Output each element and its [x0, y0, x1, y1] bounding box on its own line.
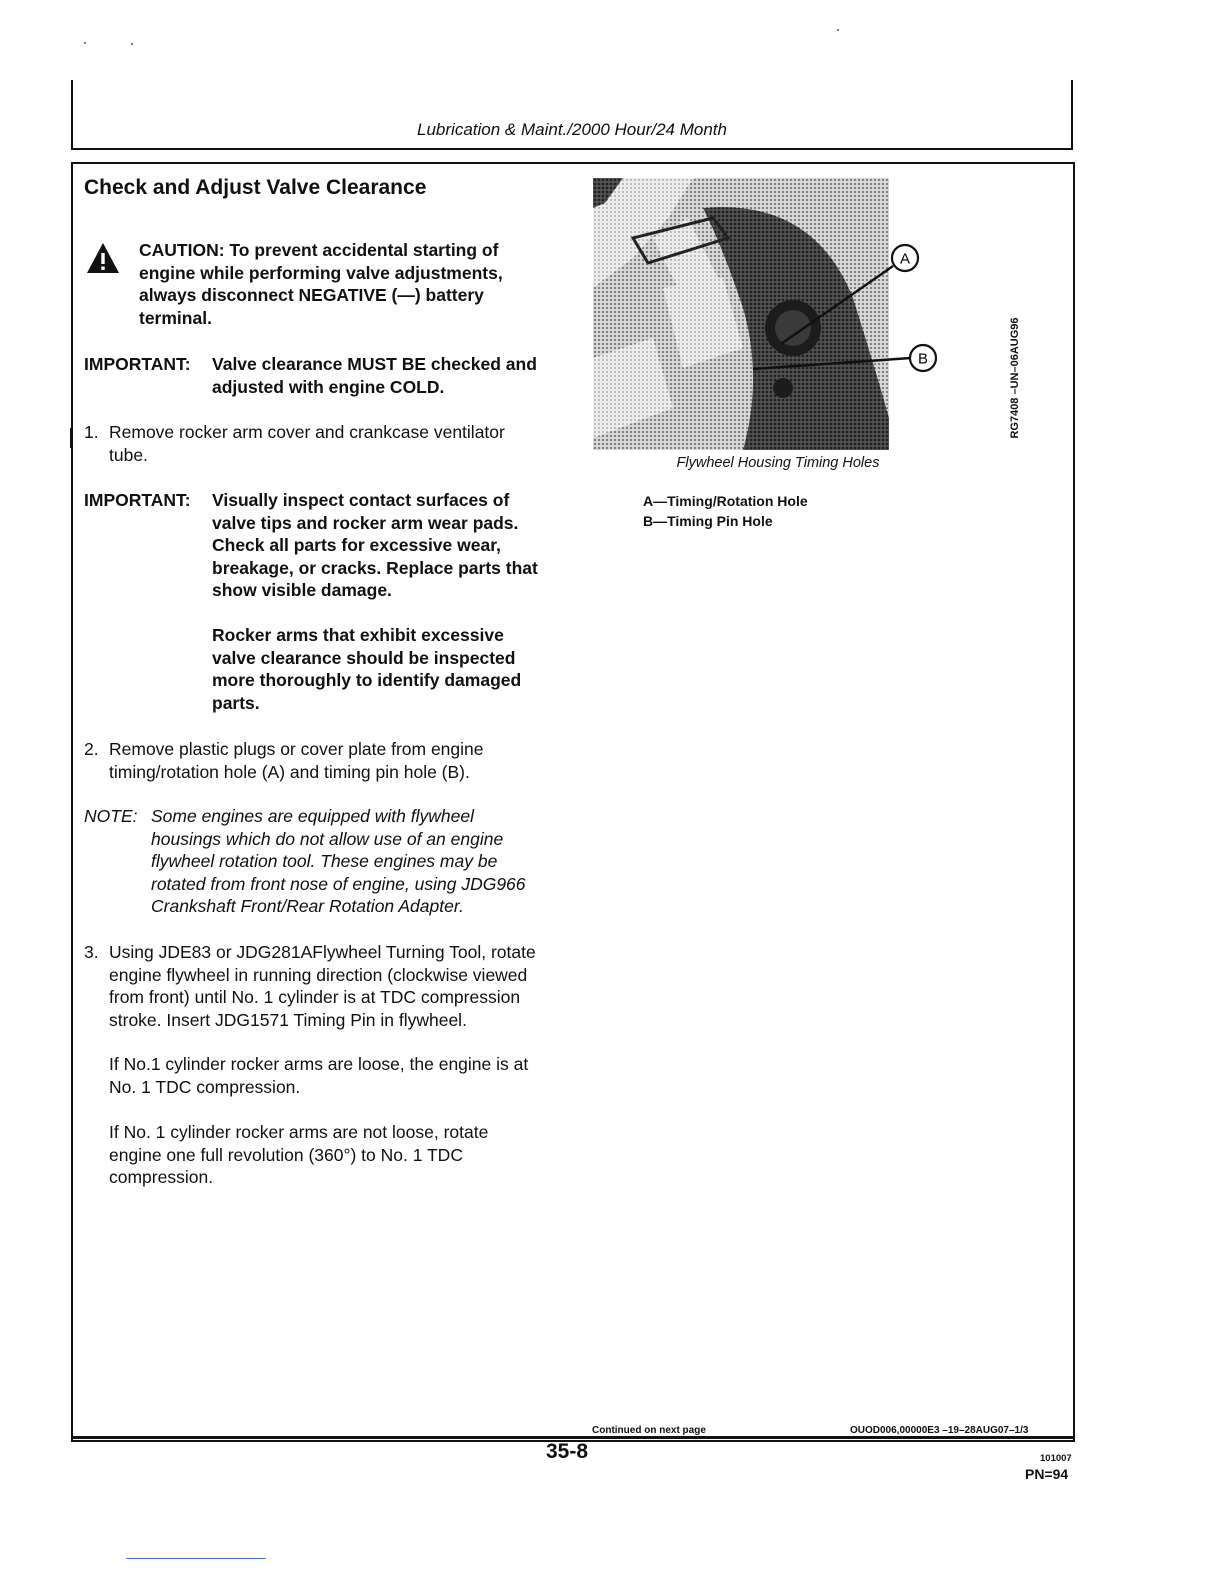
important-text [212, 489, 582, 602]
bottom-rule [126, 1558, 266, 1559]
scan-speck [837, 29, 839, 31]
step-text [109, 941, 589, 1031]
step-line: If No. 1 cylinder rocker arms are not loose, rotate [109, 1122, 489, 1142]
step-line: tube. [109, 444, 148, 465]
note-line: Some engines are equipped with flywheel [151, 806, 474, 826]
content-frame-bottom-rule [71, 1436, 1075, 1439]
figure-code: RG7408 –UN–06AUG96 [1009, 317, 1021, 439]
step-line: engine one full revolution (360°) to No. 1 TDC [109, 1144, 463, 1165]
change-bar [70, 428, 72, 448]
note-line: Crankshaft Front/Rear Rotation Adapter. [151, 896, 464, 916]
warning-triangle-icon [86, 242, 120, 274]
important-line: valve clearance should be inspected [212, 647, 516, 668]
caution-text [139, 239, 569, 329]
important-line: Check all parts for excessive wear, [212, 535, 501, 555]
step-number: 1. [84, 422, 99, 442]
figure-code-wrap [940, 317, 1090, 439]
step-paragraph [109, 1053, 589, 1098]
step-line: compression. [109, 1167, 214, 1187]
section-title: Check and Adjust Valve Clearance [84, 176, 427, 199]
page-number: 35-8 [546, 1440, 589, 1463]
important-line: valve tips and rocker arm wear pads. [212, 512, 519, 533]
important-line: more thoroughly to identify damaged [212, 670, 522, 690]
caution-line: terminal. [139, 307, 212, 328]
step-line: Remove plastic plugs or cover plate from engine [109, 739, 484, 759]
running-header: Lubrication & Maint./2000 Hour/24 Month [417, 120, 727, 139]
note-line: housings which do not allow use of an engine [151, 828, 504, 849]
flywheel-housing-photo [593, 178, 943, 453]
scan-speck [131, 43, 133, 45]
step-number: 3. [84, 942, 99, 962]
step-number: 2. [84, 739, 99, 759]
note-text [151, 805, 581, 918]
step-line: engine flywheel in running direction (clockwise viewed [109, 964, 528, 985]
header-rule-bottom [71, 148, 1073, 150]
step-line: Remove rocker arm cover and crankcase ventilator [109, 422, 505, 442]
note-line: flywheel rotation tool. These engines may be [151, 851, 498, 871]
print-date: 101007 [1040, 1453, 1072, 1464]
important-text [212, 353, 582, 398]
important-line: parts. [212, 692, 260, 713]
figure-legend [643, 492, 808, 531]
important-label: IMPORTANT: [84, 490, 191, 510]
important-label: IMPORTANT: [84, 354, 191, 374]
important-line: show visible damage. [212, 580, 392, 600]
caution-line: always disconnect NEGATIVE (—) battery [139, 285, 484, 305]
note-label: NOTE: [84, 806, 138, 826]
important-line: adjusted with engine COLD. [212, 376, 445, 397]
callout-a: A [899, 250, 911, 268]
step-line: No. 1 TDC compression. [109, 1076, 301, 1097]
figure-caption: Flywheel Housing Timing Holes [676, 455, 880, 471]
document-reference: OUOD006,00000E3 –19–28AUG07–1/3 [850, 1425, 1029, 1436]
step-line: timing/rotation hole (A) and timing pin hole (B). [109, 761, 470, 782]
callout-b: B [917, 350, 929, 368]
step-paragraph [109, 1121, 589, 1189]
note-line: rotated from front nose of engine, using JDG966 [151, 873, 526, 894]
important-line: Rocker arms that exhibit excessive [212, 625, 504, 645]
pn-number: PN=94 [1025, 1466, 1069, 1482]
important-line: Valve clearance MUST BE checked and [212, 354, 537, 374]
step-line: Using JDE83 or JDG281AFlywheel Turning Tool, rotate [109, 942, 536, 962]
step-text [109, 421, 579, 466]
important-text-continued [212, 624, 582, 714]
step-line: stroke. Insert JDG1571 Timing Pin in flywheel. [109, 1009, 467, 1030]
scan-speck [84, 42, 86, 44]
important-line: Visually inspect contact surfaces of [212, 490, 510, 510]
caution-line: engine while performing valve adjustments, [139, 262, 503, 283]
legend-item: A—Timing/Rotation Hole [643, 493, 808, 509]
step-line: from front) until No. 1 cylinder is at TDC compression [109, 987, 521, 1007]
step-line: If No.1 cylinder rocker arms are loose, the engine is at [109, 1054, 529, 1074]
step-text [109, 738, 579, 783]
important-line: breakage, or cracks. Replace parts that [212, 557, 538, 578]
caution-line: CAUTION: To prevent accidental starting of [139, 240, 499, 260]
legend-item: B—Timing Pin Hole [643, 512, 773, 529]
continued-note: Continued on next page [592, 1425, 706, 1436]
